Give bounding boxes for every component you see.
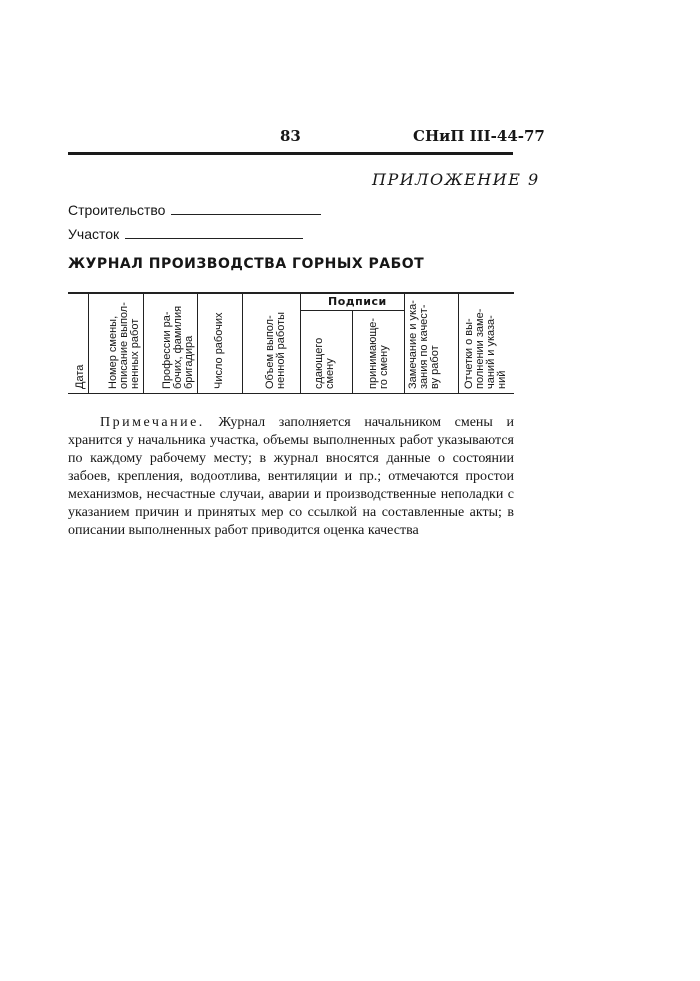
header-line: зания по качест- <box>418 304 430 389</box>
header-line: Отчетки о вы- <box>463 318 475 389</box>
column-header-date <box>75 365 86 389</box>
column-header-reports <box>464 309 508 389</box>
header-line: бригадира <box>183 335 195 389</box>
table-bottom-rule <box>68 393 514 394</box>
field-section-blank <box>125 228 303 239</box>
column-header-volume <box>265 312 287 389</box>
page-number: 83 <box>280 127 301 145</box>
field-construction <box>68 202 321 218</box>
header-line: ний <box>496 370 508 389</box>
table-divider <box>88 292 89 394</box>
header-line: Замечание и ука- <box>407 300 419 389</box>
table-divider <box>197 292 198 394</box>
appendix-label: ПРИЛОЖЕНИЕ 9 <box>372 170 540 189</box>
field-construction-blank <box>171 204 321 215</box>
header-line: смену <box>324 358 336 389</box>
document-code: СНиП III-44-77 <box>413 127 545 145</box>
header-rule <box>68 152 513 155</box>
table-top-rule <box>68 292 514 294</box>
header-line: Профессии ра- <box>161 311 173 389</box>
table-divider <box>404 292 405 394</box>
field-construction-label: Строительство <box>68 202 166 218</box>
header-line: Дата <box>74 364 86 389</box>
journal-table <box>68 292 514 394</box>
column-header-receiving <box>368 318 390 389</box>
table-divider <box>143 292 144 394</box>
column-header-handing-over <box>314 338 336 389</box>
header-line: чаний и указа- <box>485 315 497 389</box>
header-line: сдающего <box>313 337 325 389</box>
field-section <box>68 226 303 242</box>
journal-title: ЖУРНАЛ ПРОИЗВОДСТВА ГОРНЫХ РАБОТ <box>68 256 425 272</box>
note-text: Журнал заполняется начальником смены и хранится у начальника участка, объемы выполненных работ указываются по каждому рабочему месту; в журнал вносятся данные о состоянии забоев, крепления, водоотлива, вентиляции и пр.; отмечаются простои механизмов, несчастные случаи, аварии и производственные неполадки с указанием причин и принятых мер со ссылкой на составленные акты; в описании выполненных работ приводится оценка качества <box>68 415 514 538</box>
note <box>68 414 514 540</box>
header-line: го смену <box>378 345 390 389</box>
table-divider <box>458 292 459 394</box>
header-line: ненной работы <box>275 311 287 389</box>
header-line: ненных работ <box>129 318 141 389</box>
header-line: полнении заме- <box>474 308 486 389</box>
header-line: Число рабочих <box>213 312 225 389</box>
column-header-shift <box>108 302 141 389</box>
column-header-workers <box>214 313 225 389</box>
header-line: Номер смены, <box>107 315 119 389</box>
header-line: ву работ <box>429 345 441 389</box>
header-line: бочих, фамилия <box>172 305 184 389</box>
column-header-professions <box>162 306 195 389</box>
header-line: принимающе- <box>367 317 379 389</box>
table-divider <box>242 292 243 394</box>
column-header-remarks <box>408 300 441 389</box>
header-line: Объем выпол- <box>264 315 276 389</box>
signatures-group-title: Подписи <box>328 295 387 308</box>
field-section-label: Участок <box>68 226 120 242</box>
note-label: Примечание. <box>100 415 205 430</box>
header-line: описание выпол- <box>118 302 130 389</box>
signatures-subdivider <box>352 310 353 394</box>
table-divider <box>300 292 301 394</box>
